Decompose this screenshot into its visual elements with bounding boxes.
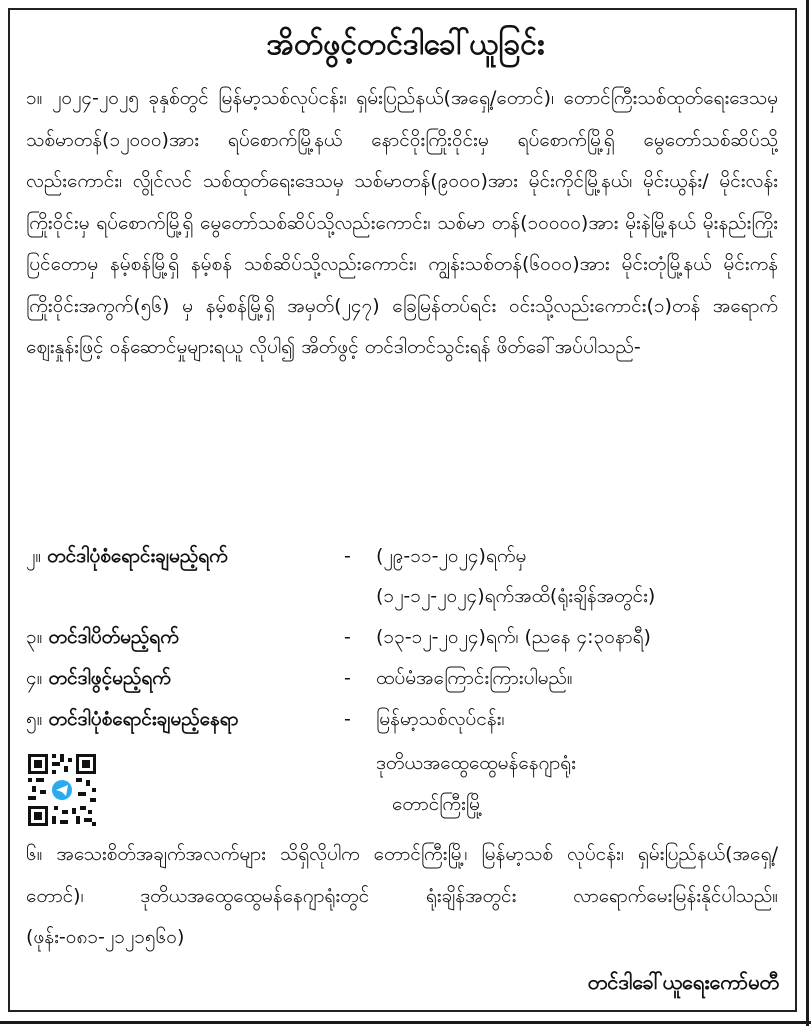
item-label: တင်ဒါပုံစံရောင်းချမည့်နေရာ: [48, 708, 239, 730]
item-sale-location-office: ဒုတိယအထွေထွေမန်နေဂျာရုံး: [376, 752, 576, 774]
item-sale-date: [26, 536, 778, 576]
item-number: ၂။: [26, 545, 42, 567]
item-sale-location: [26, 699, 778, 739]
item-sale-date-end: (၁၂-၁၂-၂၀၂၄)ရက်အထိ(ရုံးချိန်အတွင်း): [376, 585, 656, 607]
item-dash: -: [344, 667, 351, 689]
item-label: တင်ဒါဖွင့်မည့်ရက်: [48, 667, 171, 689]
qr-code-icon[interactable]: [26, 752, 98, 828]
item-number: ၄။: [26, 667, 43, 689]
notice-title: အိတ်ဖွင့်တင်ဒါခေါ်ယူခြင်း: [266, 27, 545, 62]
item-close-date: [26, 617, 778, 657]
item-dash: -: [344, 708, 351, 730]
item-open-date: [26, 658, 778, 698]
bottom-rule: [0, 1021, 811, 1024]
item-number: ၅။: [26, 708, 43, 730]
item-value: ထပ်မံအကြောင်းကြားပါမည်။: [376, 667, 573, 689]
signature-committee: တင်ဒါခေါ်ယူရေးကော်မတီ: [587, 970, 779, 994]
page-edge-divider: [806, 0, 809, 1026]
item-label: တင်ဒါပုံစံရောင်းချမည့်ရက်: [47, 545, 228, 567]
item-dash: -: [344, 545, 351, 567]
item-value: မြန်မာ့သစ်လုပ်ငန်း၊: [376, 708, 505, 730]
item-dash: -: [344, 626, 351, 648]
item-sale-location-city: တောင်ကြီးမြို့: [392, 793, 483, 815]
item-number: ၃။: [26, 626, 43, 648]
item-value: (၂၉-၁၁-၂၀၂၄)ရက်မှ: [376, 545, 527, 567]
item-label: တင်ဒါပိတ်မည့်ရက်: [48, 626, 179, 648]
paragraph-1: ၁။ ၂၀၂၄-၂၀၂၅ ခုနှစ်တွင် မြန်မာ့သစ်လုပ်ငန်း၊ ရှမ်းပြည်နယ်(အရှေ့/တောင်)၊ တောင်ကြီးသစ်ထုတ်ရေးဒေသမှ သစ်မာတန်(၁၂၀၀၀)အား ရပ်စောက်မြို့နယ် နောင်ဝိုးကြိုးဝိုင်းမှ ရပ်စောက်မြို့ရှိ မွေတော်သစ်ဆိပ်သို့လည်းကောင်း၊ လွိုင်လင် သစ်ထုတ်ရေးဒေသမှ သစ်မာတန်(၉၀၀၀)အား မိုင်းကိုင်မြို့နယ်၊ မိုင်းယွန်း/ မိုင်းလန်းကြိုးဝိုင်းမှ ရပ်စောက်မြို့ရှိ မွေတော်သစ်ဆိပ်သို့လည်းကောင်း၊ သစ်မာ တန်(၁၀၀၀၀)အား မိုးနဲမြို့နယ် မိုးနည်းကြိုးပြင်တောမှ နမ့်စန်မြို့ရှိ နမ့်စန် သစ်ဆိပ်သို့လည်းကောင်း၊ ကျွန်းသစ်တန်(၆၀၀၀)အား မိုင်းတုံမြို့နယ် မိုင်းကန်ကြိုးဝိုင်းအကွက်(၅၆) မှ နမ့်စန်မြို့ရှိ အမှတ်(၂၄၇) ခြေမြန်တပ်ရင်း ဝင်းသို့လည်းကောင်း(၁)တန် အရောက်ဈေးနှုန်းဖြင့် ဝန်ဆောင်မှုများရယူ လိုပါ၍ အိတ်ဖွင့် တင်ဒါတင်သွင်းရန် ဖိတ်ခေါ်အပ်ပါသည်-: [26, 87, 778, 358]
item-value: (၁၃-၁၂-၂၀၂၄)ရက်၊ (ညနေ ၄:၃၀နာရီ): [376, 626, 651, 648]
paragraph-6: ၆။ အသေးစိတ်အချက်အလက်များ သိရှိလိုပါက တောင်ကြီးမြို့၊ မြန်မာ့သစ် လုပ်ငန်း၊ ရှမ်းပြည်နယ်(အရှေ့/တောင်)၊ ဒုတိယအထွေထွေမန်နေဂျာရုံးတွင် ရုံးချိန်အတွင်း လာရောက်မေးမြန်းနိုင်ပါသည်။ (ဖုန်း-၀၈၁-၂၁၂၁၅၆၀): [26, 843, 778, 948]
